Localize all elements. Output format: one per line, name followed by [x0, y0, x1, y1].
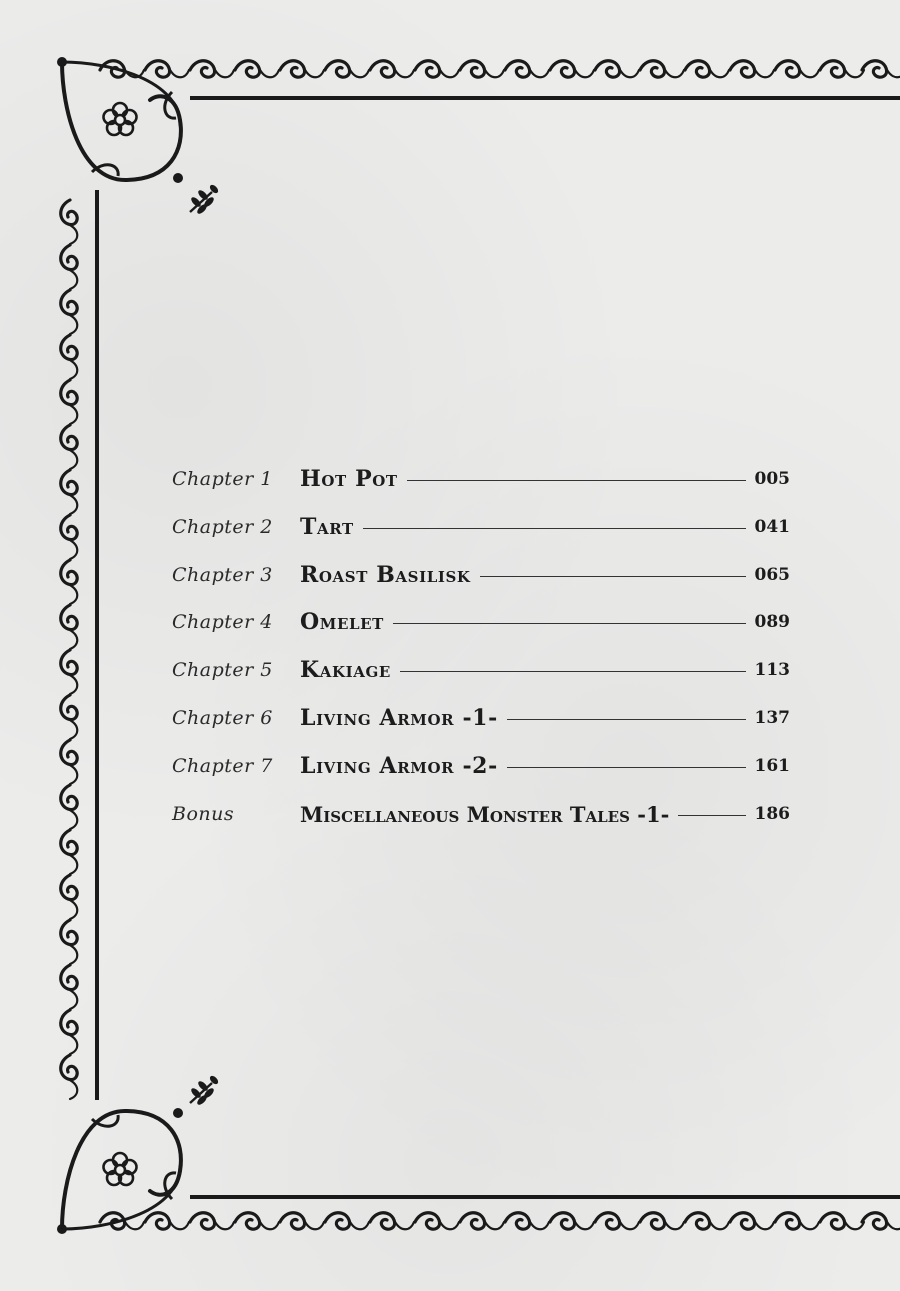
page-number: 005 — [754, 469, 790, 489]
chapter-title: Tart — [300, 514, 354, 540]
toc-entry[interactable] — [172, 653, 790, 687]
chapter-label: Chapter 6 — [172, 707, 273, 729]
chapter-title: Miscellaneous Monster Tales -1- — [300, 801, 670, 827]
bottom-scroll-band — [100, 1213, 900, 1230]
toc-entry[interactable] — [172, 701, 790, 735]
corner-ornament-top-left — [57, 57, 220, 215]
chapter-title: Omelet — [300, 609, 384, 635]
chapter-title: Kakiage — [300, 657, 391, 683]
toc-entry[interactable] — [172, 510, 790, 544]
leader-line — [363, 528, 746, 529]
corner-ornament-bottom-left — [57, 1074, 220, 1234]
chapter-label: Chapter 4 — [172, 611, 273, 633]
toc-entry[interactable] — [172, 462, 790, 496]
page-number: 089 — [754, 612, 790, 632]
chapter-label: Chapter 7 — [172, 755, 273, 777]
chapter-title: Living Armor -2- — [300, 753, 498, 779]
leader-line — [407, 480, 746, 481]
left-scroll-band — [61, 200, 78, 1099]
top-scroll-band — [100, 61, 900, 78]
chapter-title: Hot Pot — [300, 466, 398, 492]
chapter-label: Bonus — [172, 803, 235, 825]
leader-line — [507, 719, 746, 720]
chapter-label: Chapter 1 — [172, 468, 273, 490]
page-number: 065 — [754, 565, 790, 585]
page-number: 186 — [754, 804, 790, 824]
chapter-label: Chapter 3 — [172, 564, 273, 586]
page-number: 137 — [754, 708, 790, 728]
chapter-label: Chapter 5 — [172, 659, 273, 681]
page-number: 041 — [754, 517, 790, 537]
leader-line — [678, 815, 746, 816]
page-number: 161 — [754, 756, 790, 776]
toc-entry[interactable] — [172, 749, 790, 783]
leader-line — [393, 623, 746, 624]
toc-entry[interactable] — [172, 558, 790, 592]
toc-entry[interactable] — [172, 605, 790, 639]
leader-line — [507, 767, 746, 768]
leader-line — [480, 576, 746, 577]
toc-entry[interactable] — [172, 797, 790, 831]
chapter-title: Living Armor -1- — [300, 705, 498, 731]
chapter-label: Chapter 2 — [172, 516, 273, 538]
leader-line — [400, 671, 746, 672]
chapter-title: Roast Basilisk — [300, 562, 471, 588]
page-number: 113 — [754, 660, 790, 680]
